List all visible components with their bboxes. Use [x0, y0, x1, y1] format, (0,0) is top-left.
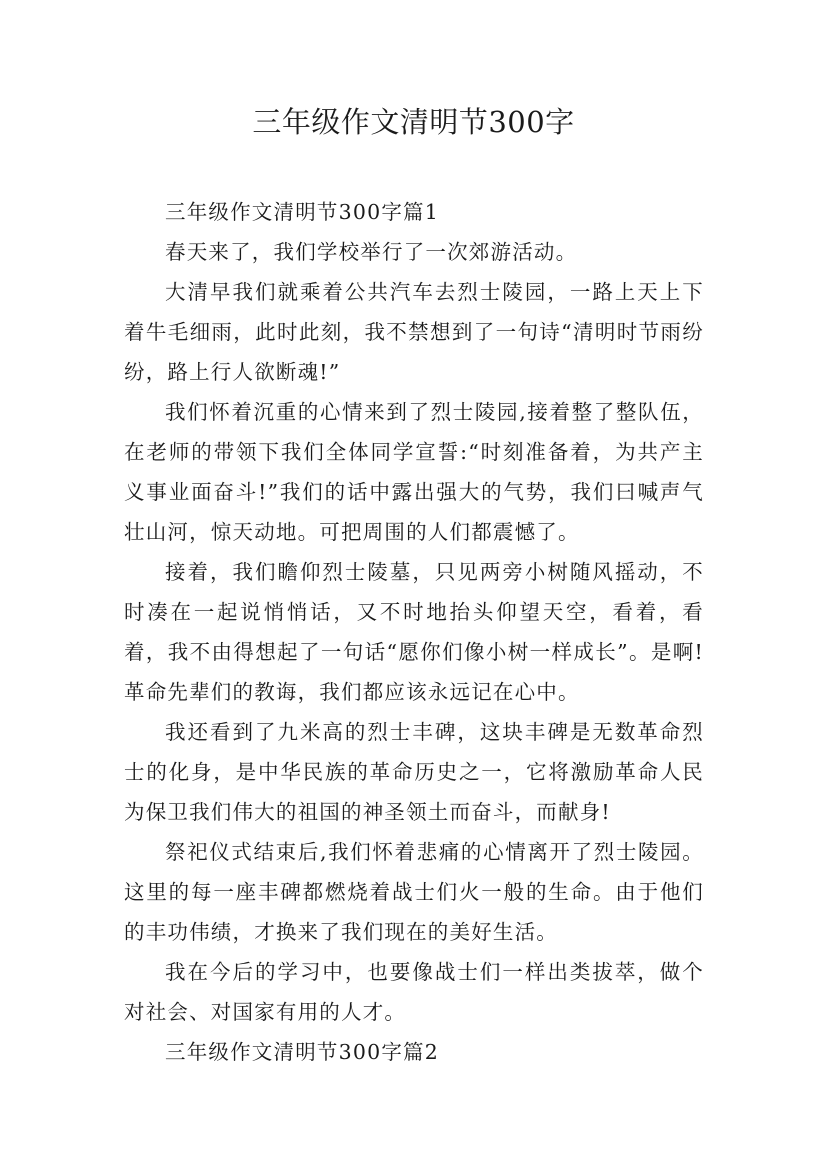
paragraph: 接着，我们瞻仰烈士陵墓，只见两旁小树随风摇动，不时凑在一起说悄悄话，又不时地抬头仰望天空，看着，看着，我不由得想起了一句话“愿你们像小树一样成长”。是啊!革命先辈们的教诲，我们都应该永远记在心中。	[124, 560, 705, 704]
section-heading: 三年级作文清明节300字篇2	[165, 1040, 439, 1064]
paragraph: 大清早我们就乘着公共汽车去烈士陵园，一路上天上下着牛毛细雨，此时此刻，我不禁想到了一句诗“清明时节雨纷纷，路上行人欲断魂!”	[124, 280, 704, 384]
paragraph: 祭祀仪式结束后,我们怀着悲痛的心情离开了烈士陵园。这里的每一座丰碑都燃烧着战士们火一般的生命。由于他们的丰功伟绩，才换来了我们现在的美好生活。	[124, 840, 704, 944]
document-body	[124, 192, 704, 1072]
paragraph: 春天来了，我们学校举行了一次郊游活动。	[165, 240, 578, 264]
paragraph: 我还看到了九米高的烈士丰碑，这块丰碑是无数革命烈士的化身，是中华民族的革命历史之一，它将激励革命人民为保卫我们伟大的祖国的神圣领土而奋斗，而献身!	[124, 720, 704, 824]
paragraph: 我在今后的学习中，也要像战士们一样出类拔萃，做个对社会、对国家有用的人才。	[124, 960, 704, 1024]
paragraph: 我们怀着沉重的心情来到了烈士陵园,接着整了整队伍，在老师的带领下我们全体同学宣誓:“时刻准备着，为共产主义事业面奋斗!”我们的话中露出强大的气势，我们曰喊声气壮山河，惊天动地。可把周围的人们都震憾了。	[124, 400, 704, 544]
document-title: 三年级作文清明节300字	[252, 105, 575, 139]
section-heading: 三年级作文清明节300字篇1	[165, 200, 439, 224]
